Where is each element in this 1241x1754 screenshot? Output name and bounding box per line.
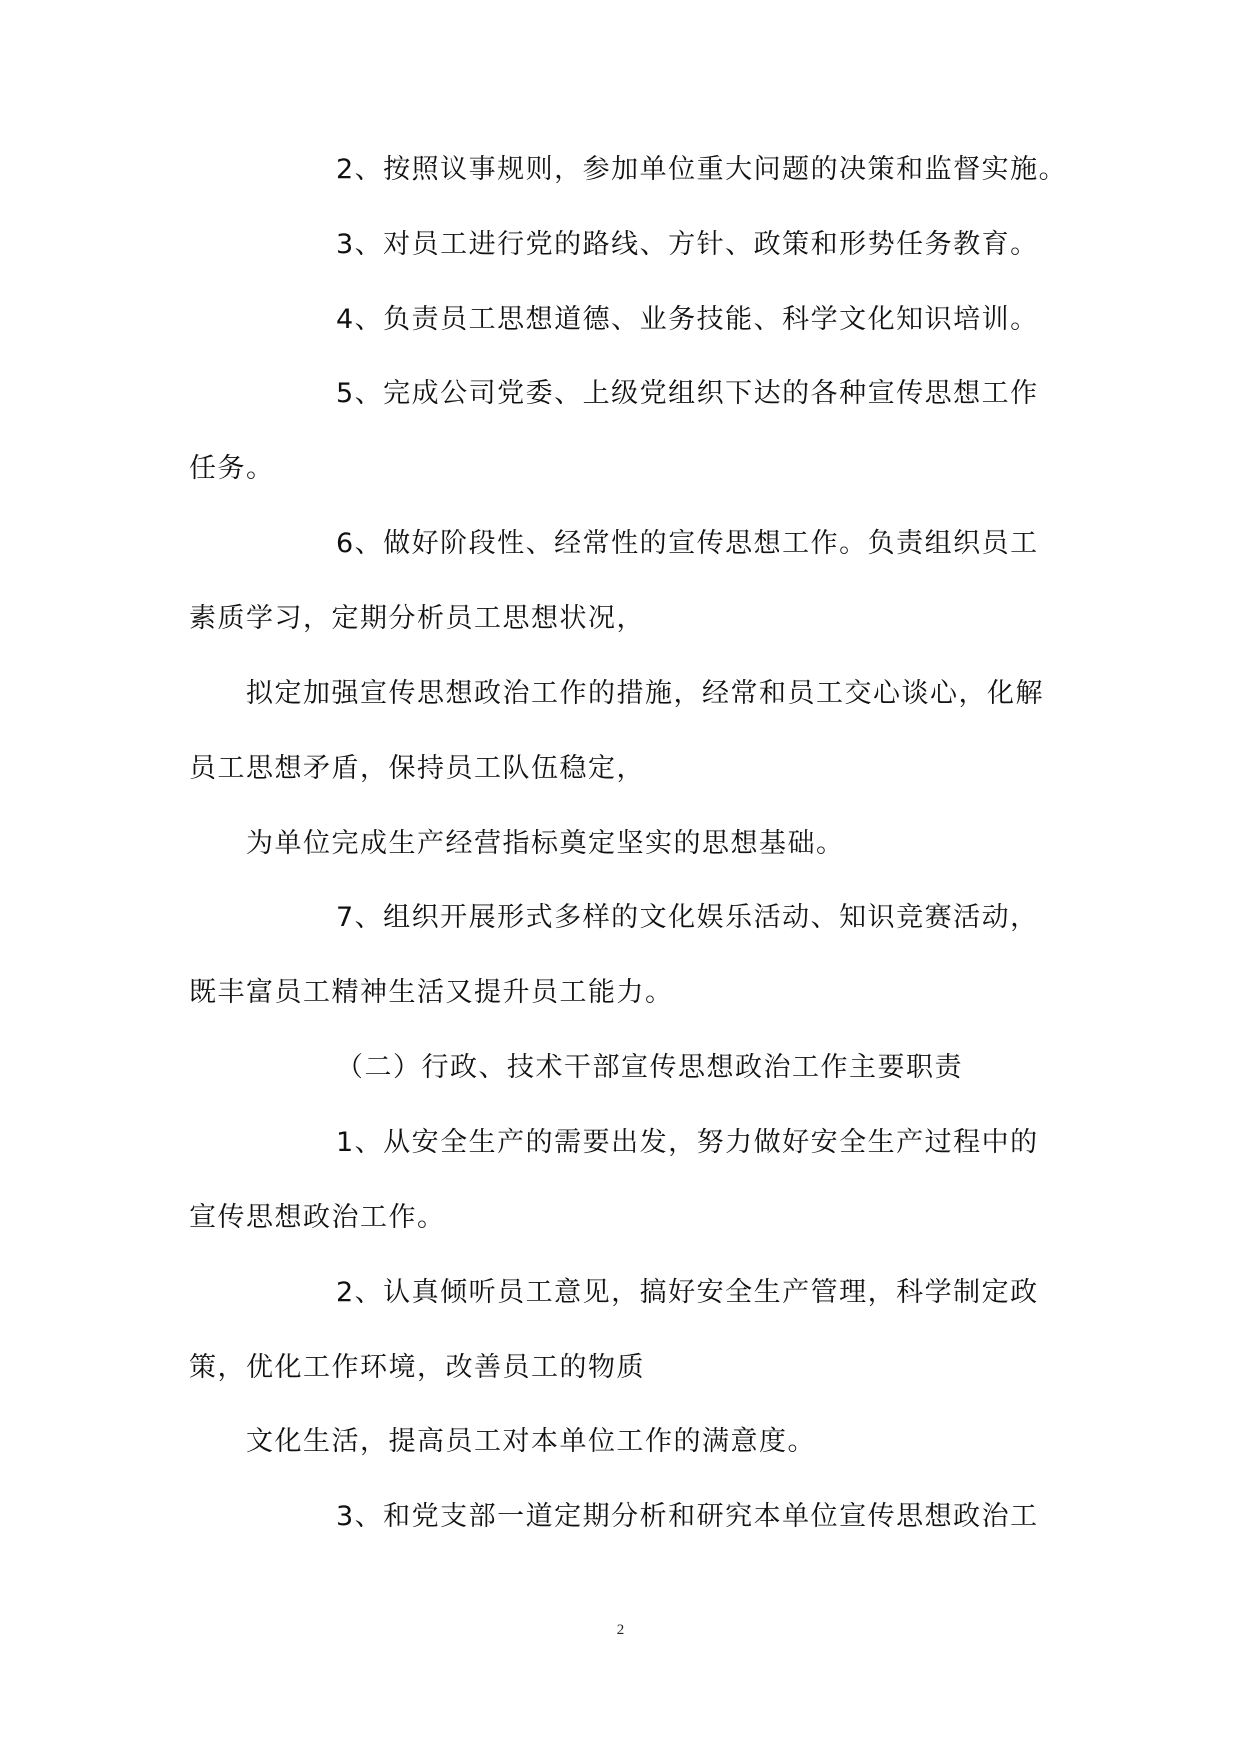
text-line: 7、组织开展形式多样的文化娱乐活动、知识竞赛活动， [336,902,1039,933]
text-line: 5、完成公司党委、上级党组织下达的各种宣传思想工作 [336,378,1039,409]
text-line: 3、对员工进行党的路线、方针、政策和形势任务教育。 [336,229,1039,260]
text-line: 2、按照议事规则，参加单位重大问题的决策和监督实施。 [336,154,1068,185]
text-line: 策，优化工作环境，改善员工的物质 [189,1352,645,1383]
text-line: 任务。 [189,453,275,484]
text-line: 3、和党支部一道定期分析和研究本单位宣传思想政治工 [336,1501,1039,1532]
text-line: 为单位完成生产经营指标奠定坚实的思想基础。 [246,828,845,859]
text-line: 宣传思想政治工作。 [189,1202,446,1233]
text-line: 文化生活，提高员工对本单位工作的满意度。 [246,1426,816,1457]
page-number: 2 [616,1622,625,1638]
text-line: 拟定加强宣传思想政治工作的措施，经常和员工交心谈心，化解 [246,678,1044,709]
text-line: 1、从安全生产的需要出发，努力做好安全生产过程中的 [336,1127,1039,1158]
text-line: 素质学习，定期分析员工思想状况， [189,603,645,634]
text-line: 2、认真倾听员工意见，搞好安全生产管理，科学制定政 [336,1277,1039,1308]
section-heading: （二）行政、技术干部宣传思想政治工作主要职责 [336,1052,963,1083]
text-line: 员工思想矛盾，保持员工队伍稳定， [189,753,645,784]
text-line: 6、做好阶段性、经常性的宣传思想工作。负责组织员工 [336,528,1039,559]
text-line: 4、负责员工思想道德、业务技能、科学文化知识培训。 [336,304,1039,335]
text-line: 既丰富员工精神生活又提升员工能力。 [189,977,674,1008]
